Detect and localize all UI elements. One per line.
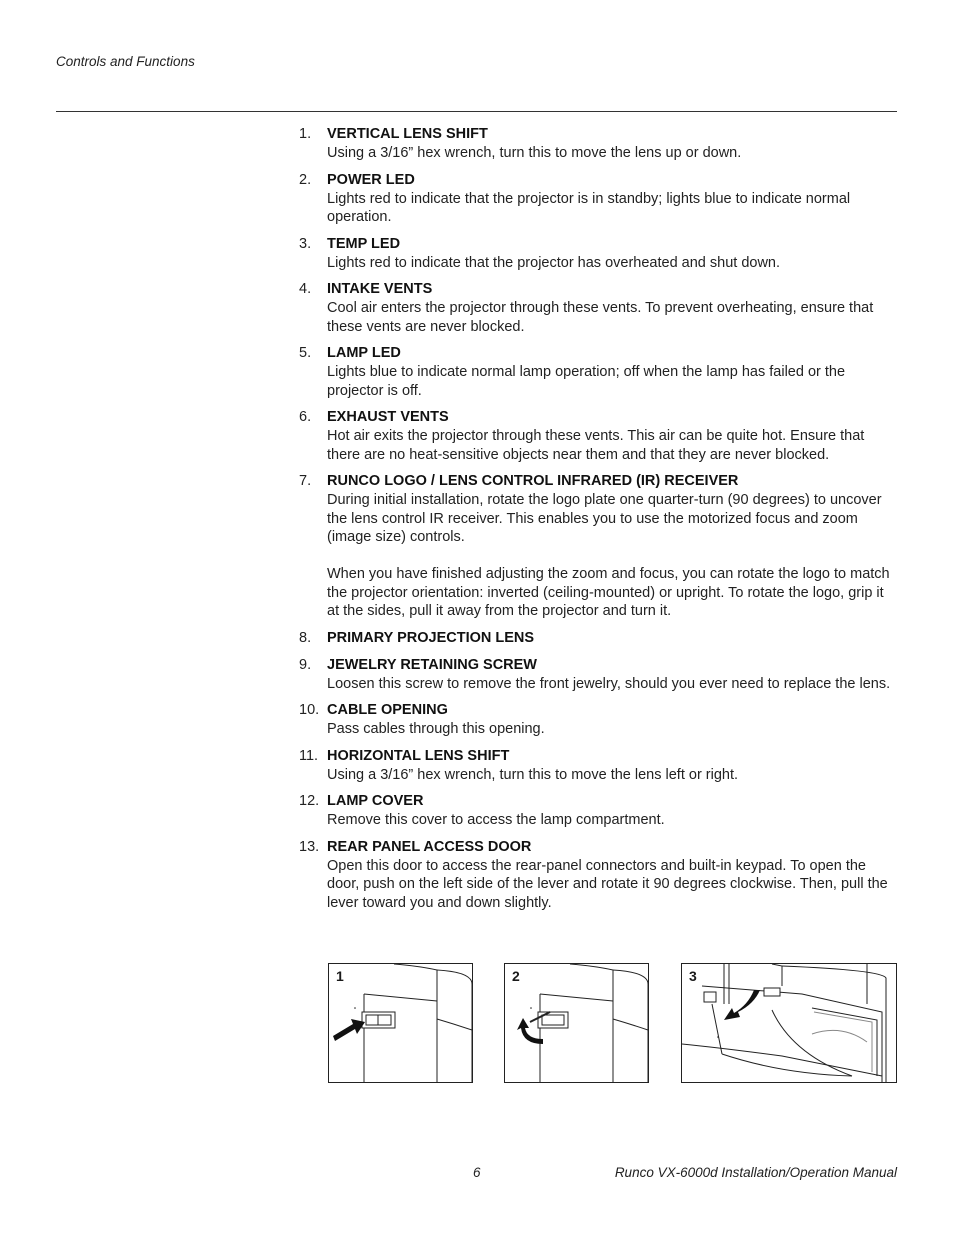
list-item [299, 344, 899, 400]
figure-step-label: 1 [336, 968, 344, 984]
pull-down-arrow-icon [682, 964, 896, 1082]
page-number: 6 [473, 1165, 481, 1180]
list-item [299, 838, 899, 913]
item-title: EXHAUST VENTS [327, 409, 449, 425]
item-description: Lights blue to indicate normal lamp operation; off when the lamp has failed or the projector is off. [327, 364, 846, 399]
figure-step-2 [504, 963, 649, 1083]
list-item [299, 408, 899, 464]
item-description: Cool air enters the projector through these vents. To prevent overheating, ensure that these vents are never blocked. [327, 300, 874, 335]
item-title: CABLE OPENING [327, 702, 448, 718]
list-item [299, 280, 899, 336]
item-title: HORIZONTAL LENS SHIFT [327, 747, 510, 764]
item-description: Lights red to indicate that the projector is in standby; lights blue to indicate normal operation. [327, 190, 851, 225]
item-number: 12. [299, 793, 320, 809]
push-arrow-icon [329, 964, 472, 1082]
item-title: LAMP LED [327, 345, 401, 361]
item-title: RUNCO LOGO / LENS CONTROL INFRARED (IR) RECEIVER [327, 473, 739, 489]
item-description: Lights red to indicate that the projector has overheated and shut down. [327, 254, 781, 271]
item-title: TEMP LED [327, 235, 401, 252]
item-description: Using a 3/16” hex wrench, turn this to move the lens up or down. [327, 145, 742, 161]
item-number: 3. [299, 235, 312, 252]
figure-step-1 [328, 963, 473, 1083]
item-number: 8. [299, 629, 312, 646]
item-title: PRIMARY PROJECTION LENS [327, 629, 535, 646]
item-number: 1. [299, 126, 312, 142]
list-item [299, 656, 899, 694]
item-number: 11. [299, 747, 319, 764]
rotate-arrow-icon [505, 964, 648, 1082]
item-title: JEWELRY RETAINING SCREW [327, 656, 537, 673]
item-number: 10. [299, 702, 320, 718]
figure-step-3 [681, 963, 897, 1083]
header-rule [56, 111, 897, 112]
item-title: POWER LED [327, 171, 415, 188]
list-item [299, 171, 899, 227]
item-title: INTAKE VENTS [327, 281, 433, 297]
page-header-section: Controls and Functions [56, 54, 195, 69]
item-title: VERTICAL LENS SHIFT [327, 126, 488, 142]
item-number: 9. [299, 656, 312, 673]
item-description: Loosen this screw to remove the front jewelry, should you ever need to replace the lens. [327, 675, 891, 692]
item-description: During initial installation, rotate the logo plate one quarter-turn (90 degrees) to uncover the lens control IR receiver. This enables you to use the motorized focus and zoom (image size) controls. [327, 492, 882, 545]
manual-title: Runco VX-6000d Installation/Operation Manual [614, 1165, 897, 1180]
item-description: Open this door to access the rear-panel connectors and built-in keypad. To open the door, push on the left side of the lever and rotate it 90 degrees clockwise. Then, pull the lever toward you and down slightly. [327, 857, 888, 911]
item-number: 7. [299, 473, 312, 489]
list-item [299, 747, 899, 785]
item-description: When you have finished adjusting the zoom and focus, you can rotate the logo to match the projector orientation: inverted (ceiling-mounted) or upright. To rotate the logo, grip it at the sides, pull it away from the projector and turn it. [327, 566, 890, 619]
figure-step-label: 2 [512, 968, 520, 984]
list-item [299, 792, 899, 830]
item-number: 4. [299, 281, 312, 297]
item-number: 5. [299, 345, 312, 361]
item-description: Remove this cover to access the lamp compartment. [327, 812, 665, 828]
item-description: Pass cables through this opening. [327, 721, 545, 737]
figure-step-label: 3 [689, 968, 697, 984]
item-description: Hot air exits the projector through these vents. This air can be quite hot. Ensure that there are no heat-sensitive objects near them and that they are never blocked. [327, 428, 865, 463]
item-number: 2. [299, 171, 312, 188]
list-item [299, 235, 899, 273]
list-item [299, 629, 899, 648]
item-title: LAMP COVER [327, 793, 424, 809]
item-number: 6. [299, 409, 312, 425]
controls-list [299, 125, 899, 920]
item-title: REAR PANEL ACCESS DOOR [327, 838, 532, 855]
list-item [299, 472, 899, 621]
list-item [299, 125, 899, 163]
list-item [299, 701, 899, 739]
item-number: 13. [299, 838, 320, 855]
item-description: Using a 3/16” hex wrench, turn this to move the lens left or right. [327, 766, 739, 783]
